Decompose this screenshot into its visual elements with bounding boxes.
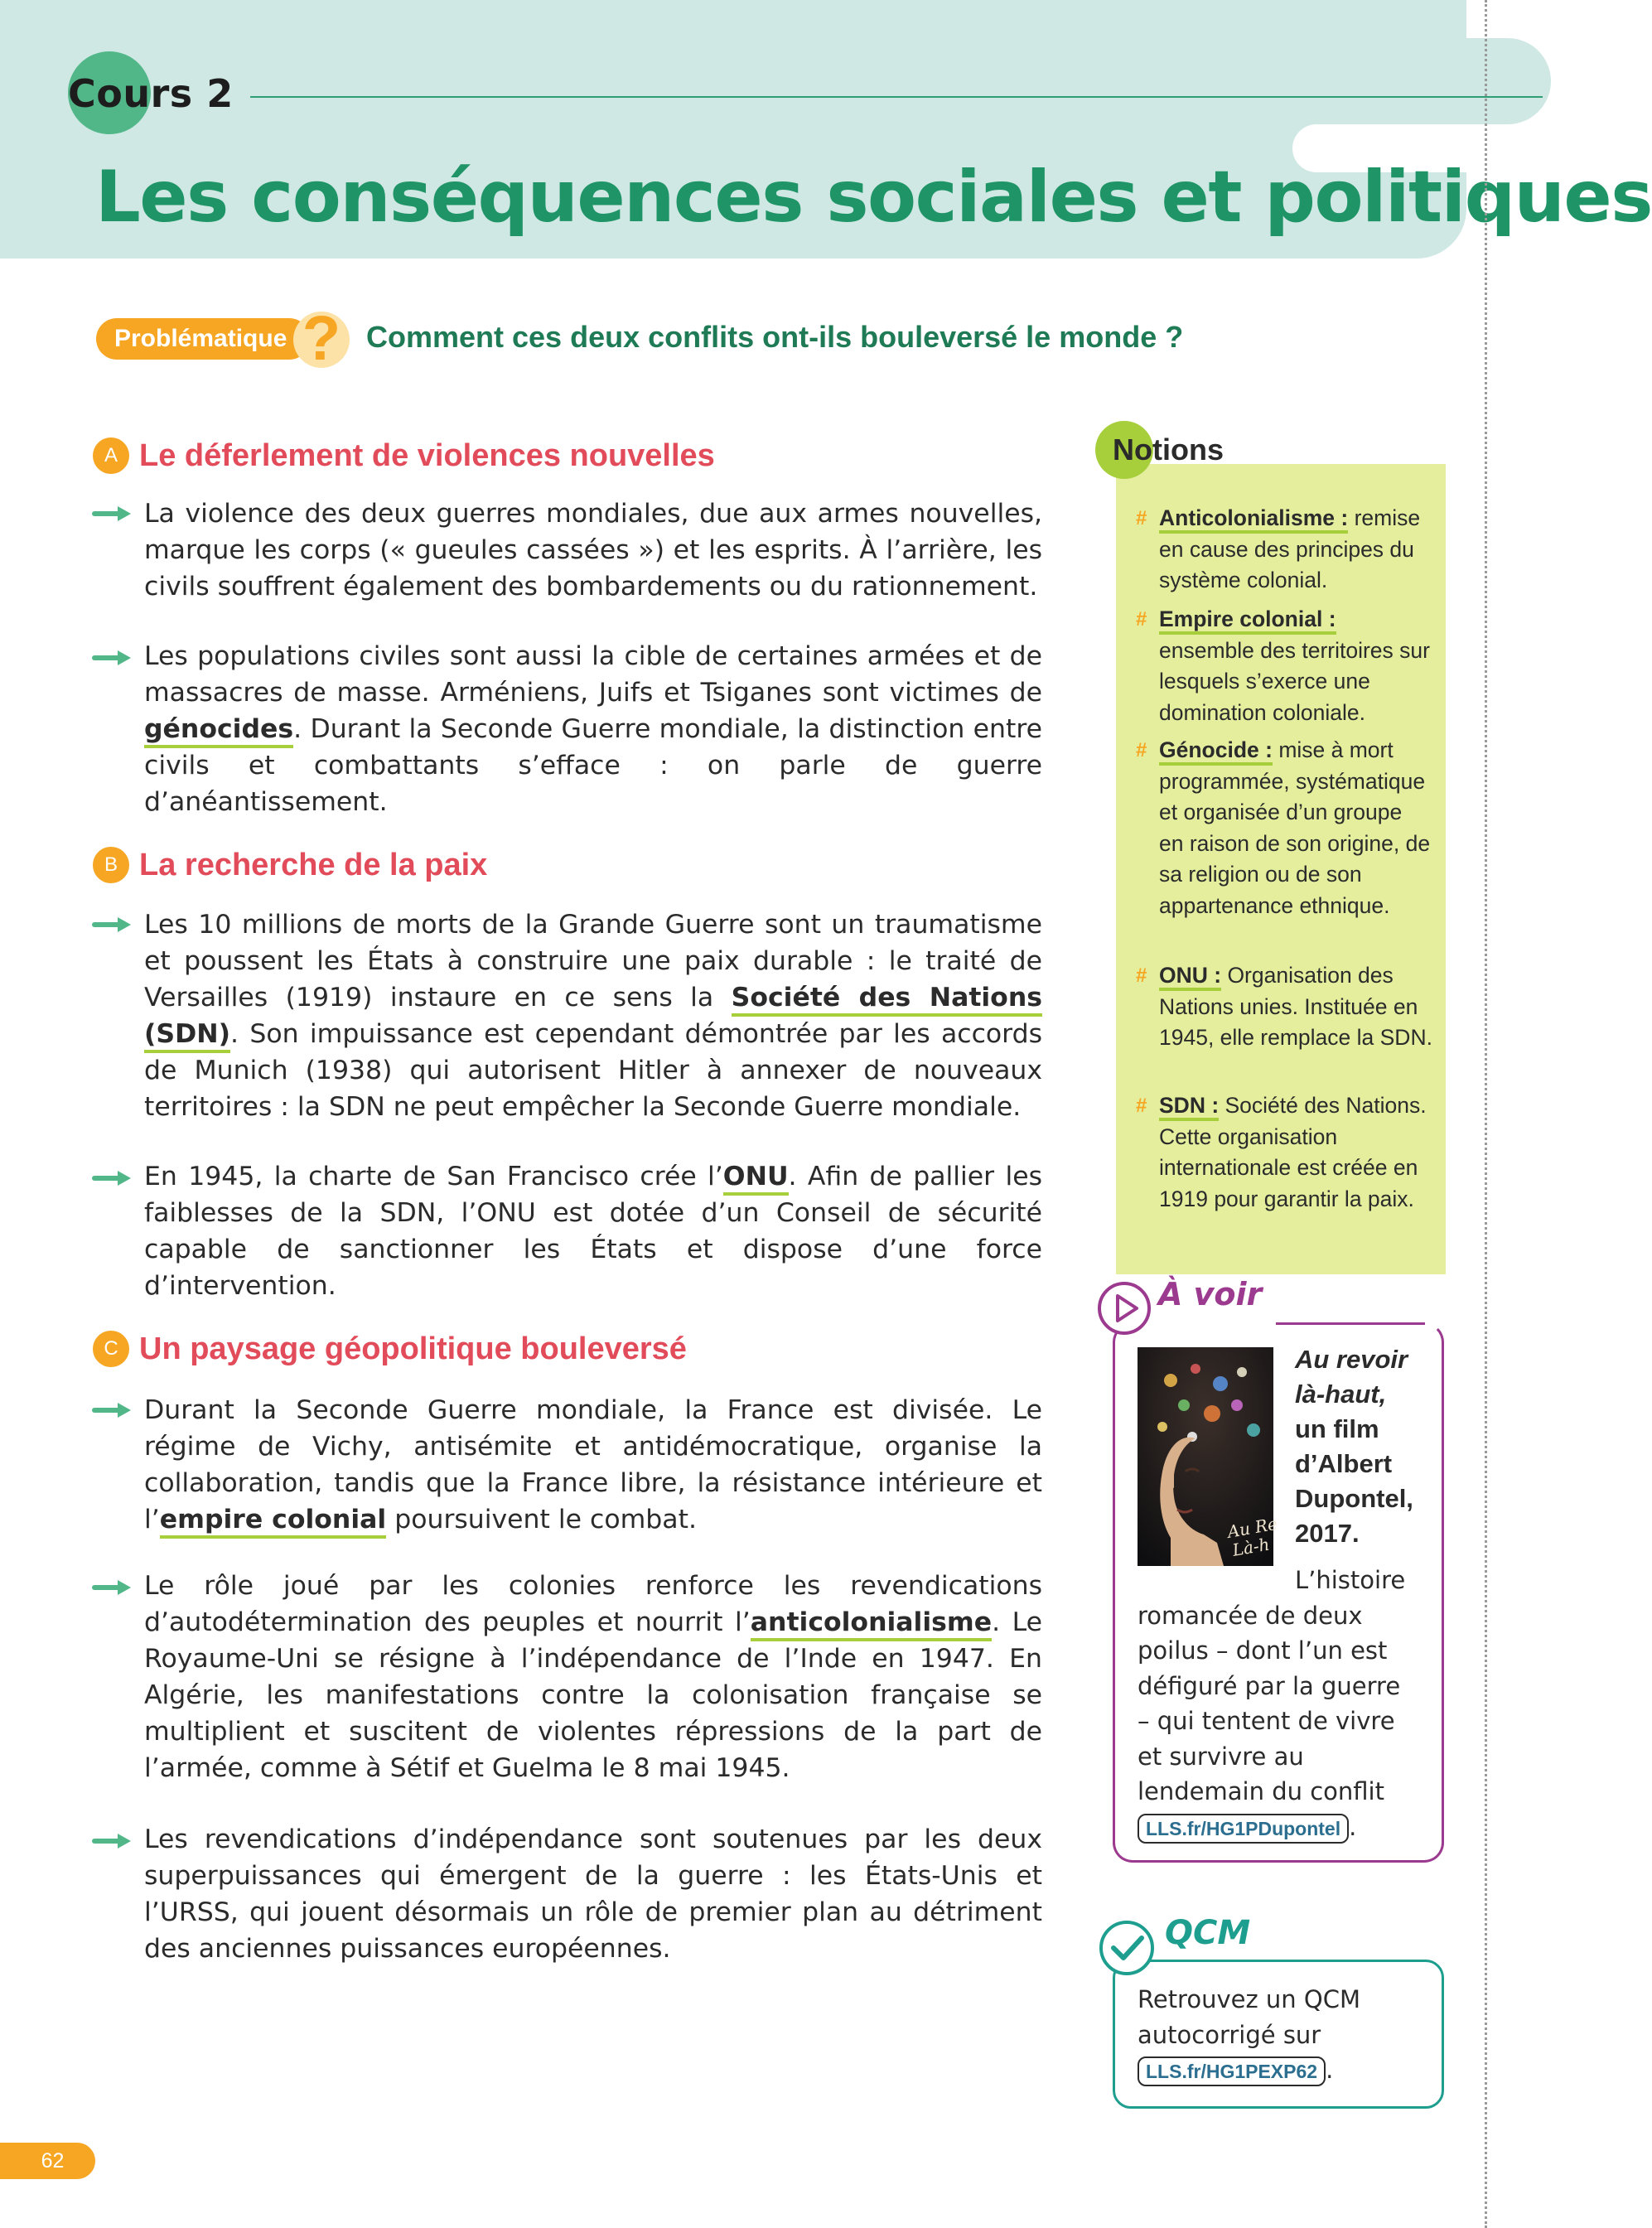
section-b-heading (93, 847, 487, 883)
check-circle-icon[interactable] (1095, 1916, 1158, 1979)
paragraph-text: . Durant la Seconde Guerre mondiale, la distinction entre civils et combattants s’efface : on parle de guerre d’anéantissement. (144, 714, 1042, 817)
section-a-title: Le déferlement de violences nouvelles (139, 437, 715, 473)
problematique-question: Comment ces deux conflits ont-ils bouleversé le monde ? (366, 320, 1184, 354)
paragraph-text: La violence des deux guerres mondiales, due aux armes nouvelles, marque les corps (« gueules cassées ») et les esprits. À l’arrière, les civils souffrent également des bombardements ou du rationnement. (144, 499, 1042, 602)
qcm-title: QCM (1165, 1914, 1251, 1952)
paragraph-text: Les 10 millions de morts de la Grande Guerre sont un traumatisme et poussent les États à construire une paix durable : le traité de Versailles (1919) instaure en ce sens la (144, 910, 1042, 1013)
notion-empire-colonial (1136, 604, 1432, 728)
section-c-heading (93, 1331, 687, 1367)
notion-anticolonialisme (1136, 503, 1432, 597)
film-description (1138, 1563, 1411, 1844)
cours-rule (250, 96, 1543, 98)
hash-icon: # (1136, 964, 1147, 987)
term-empire-colonial[interactable]: empire colonial (160, 1505, 386, 1539)
paragraph-c1 (144, 1392, 1042, 1538)
section-a-heading (93, 437, 715, 474)
paragraph-text: . Afin de pallier les faiblesses de la SDN, l’ONU est dotée d’un Conseil de sécurité capable de sanctionner les États et dispose d’une force d’intervention. (144, 1162, 1042, 1301)
film-author: un film d’Albert Dupontel, 2017. (1295, 1414, 1413, 1548)
paragraph-text: Le rôle joué par les colonies renforce les revendications d’autodétermination des peuples et nourrit l’ (144, 1571, 1042, 1637)
notion-genocide (1136, 735, 1432, 921)
term-anticolonialisme[interactable]: anticolonialisme (751, 1607, 992, 1641)
link-dupontel[interactable]: LLS.fr/HG1PDupontel (1138, 1814, 1349, 1844)
notion-def: ensemble des territoires sur lesquels s’exerce une domination coloniale. (1159, 637, 1430, 725)
hash-icon: # (1136, 1095, 1147, 1117)
notion-def: remise en cause des principes du système colonial. (1159, 505, 1421, 592)
paragraph-text: Les revendications d’indépendance sont soutenues par les deux superpuissances qui émergent de la guerre : les États-Unis et l’URSS, qui jouent désormais un rôle de premier plan au détriment des anciennes puissances européennes. (144, 1824, 1042, 1964)
svg-text:Là-h: Là-h (1230, 1534, 1272, 1560)
notion-term: SDN : (1159, 1093, 1219, 1121)
hash-icon: # (1136, 608, 1147, 631)
notion-onu (1136, 960, 1432, 1054)
paragraph-text: poursuivent le combat. (386, 1505, 697, 1534)
a-voir-top-rule (1276, 1322, 1425, 1325)
hash-icon: # (1136, 739, 1147, 761)
section-b-title: La recherche de la paix (139, 847, 488, 882)
bullet-arrow-icon (93, 504, 134, 524)
film-title: Au revoir là-haut, (1295, 1345, 1408, 1409)
link-qcm[interactable]: LLS.fr/HG1PEXP62 (1138, 2056, 1326, 2086)
notion-def: Société des Nations. Cette organisation internationale est créée en 1919 pour garantir la paix. (1159, 1093, 1427, 1211)
paragraph-c3 (144, 1821, 1042, 1967)
notion-sdn (1136, 1090, 1432, 1215)
section-c-title: Un paysage géopolitique bouleversé (139, 1331, 687, 1366)
paragraph-b2 (144, 1158, 1042, 1304)
paragraph-a2 (144, 638, 1042, 820)
svg-text:Au Re: Au Re (1225, 1513, 1279, 1542)
term-sdn[interactable]: Société des Nations (SDN) (144, 983, 1042, 1053)
bullet-arrow-icon (93, 1578, 134, 1597)
hash-icon: # (1136, 507, 1147, 529)
section-c-badge: C (93, 1331, 129, 1367)
header-band-top (0, 0, 1292, 40)
notion-term: ONU : (1159, 963, 1221, 991)
cours-label: Cours 2 (68, 71, 234, 116)
section-b-badge: B (93, 847, 129, 883)
term-onu[interactable]: ONU (723, 1162, 789, 1196)
link-suffix: . (1349, 1812, 1357, 1841)
paragraph-text: Les populations civiles sont aussi la cible de certaines armées et de massacres de masse. Arméniens, Juifs et Tsiganes sont victimes de (144, 641, 1042, 708)
page-number: 62 (0, 2143, 95, 2179)
paragraph-c2 (144, 1568, 1042, 1786)
page-title: Les conséquences sociales et politiques (95, 156, 1652, 239)
paragraph-text: . Son impuissance est cependant démontrée par les accords de Munich (1938) qui autorisent Hitler à annexer de nouveaux territoires : la SDN ne peut empêcher la Seconde Guerre mondiale. (144, 1019, 1042, 1122)
question-mark-icon (292, 303, 351, 374)
paragraph-text: En 1945, la charte de San Francisco crée l’ (144, 1162, 723, 1191)
problematique-label: Problématique (96, 318, 310, 360)
term-genocides[interactable]: génocides (144, 714, 293, 748)
margin-dotted-line (1485, 0, 1487, 2228)
a-voir-title: À voir (1158, 1276, 1263, 1312)
notions-title: Notions (1113, 433, 1224, 466)
link-suffix: . (1326, 2056, 1334, 2084)
paragraph-a1 (144, 495, 1042, 605)
section-a-badge: A (93, 437, 129, 474)
paragraph-text: . Le Royaume-Uni se résigne à l’indépendance de l’Inde en 1947. En Algérie, les manifestations contre la colonisation française se multiplient et suscitent de violentes répressions de la part de l’armée, comme à Sétif et Guelma le 8 mai 1945. (144, 1607, 1042, 1783)
bullet-arrow-icon (93, 1168, 134, 1188)
bullet-arrow-icon (93, 915, 134, 935)
film-poster-image (1138, 1347, 1279, 1566)
notion-term: Empire colonial : (1159, 607, 1336, 635)
paragraph-b1 (144, 906, 1042, 1125)
notion-def: Organisation des Nations unies. Instituée en 1945, elle remplace la SDN. (1159, 963, 1432, 1050)
bullet-arrow-icon (93, 1831, 134, 1851)
notion-term: Génocide : (1159, 737, 1273, 766)
bullet-arrow-icon (93, 1400, 134, 1420)
notions-speech-tail (1400, 1226, 1450, 1276)
bullet-arrow-icon (93, 648, 134, 668)
qcm-text-body: Retrouvez un QCM autocorrigé sur (1138, 1985, 1360, 2049)
svg-text:?: ? (302, 303, 341, 374)
film-description-text: L’histoire romancée de deux poilus – dont l’un est défiguré par la guerre – qui tentent de vivre et survivre au lendemain du conflit (1138, 1566, 1406, 1805)
notion-def: mise à mort programmée, systématique et organisée d’un groupe en raison de son origine, de sa religion ou de son appartenance ethnique. (1159, 737, 1431, 918)
film-poster-illustration (1138, 1347, 1279, 1566)
notion-term: Anticolonialisme : (1159, 505, 1348, 534)
header-band-cap (1292, 38, 1551, 124)
paragraph-text: Durant la Seconde Guerre mondiale, la France est divisée. Le régime de Vichy, antisémite et antidémocratique, organise la collaboration, tandis que la France libre, la résistance intérieure et l’ (144, 1395, 1042, 1534)
play-icon[interactable] (1095, 1279, 1153, 1337)
qcm-text (1138, 1982, 1419, 2088)
